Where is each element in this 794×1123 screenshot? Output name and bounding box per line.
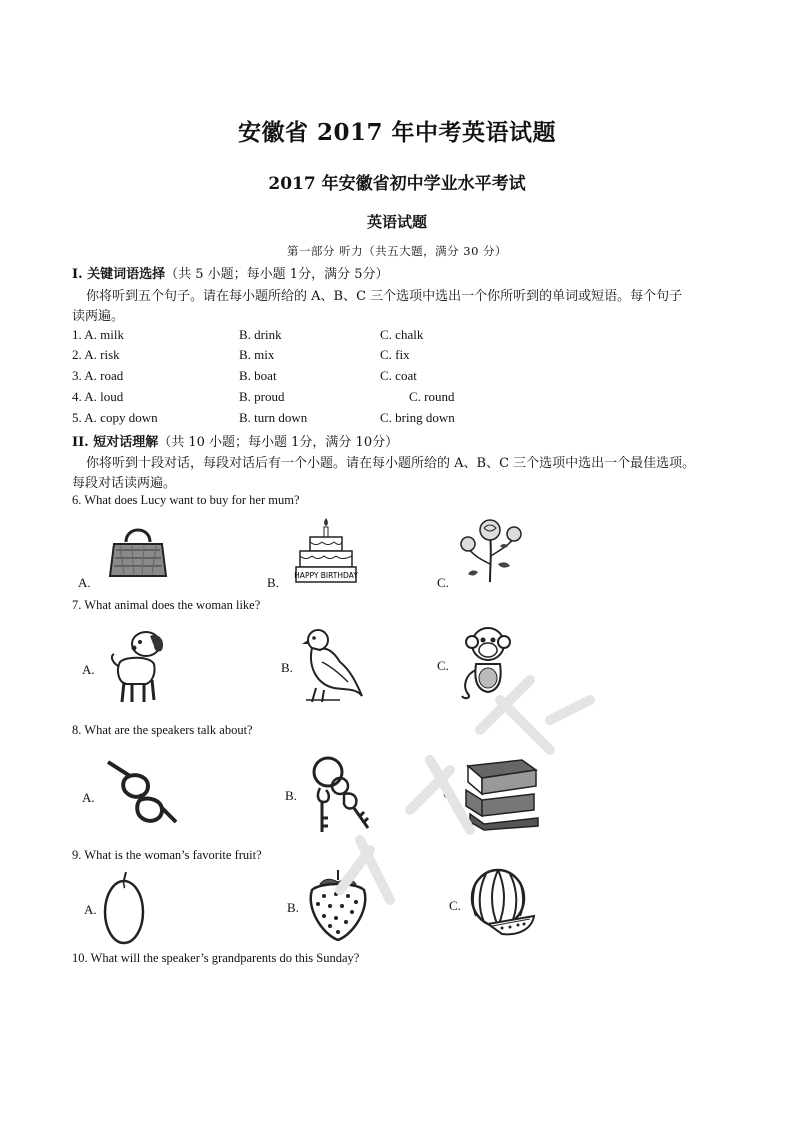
option-4b: B. proud — [239, 389, 285, 404]
section2-title: II. 短对话理解 — [72, 435, 159, 450]
q7-label-c: C. — [437, 658, 449, 673]
q8-label-b: B. — [285, 788, 297, 803]
option-5a: 5. A. copy down — [72, 410, 158, 425]
watermark-stamp — [300, 660, 630, 980]
cake-text: HAPPY BIRTHDAY — [294, 571, 358, 580]
question-10: 10. What will the speaker’s grandparents do this Sunday? — [72, 951, 360, 965]
option-3c: C. coat — [380, 368, 417, 383]
subject-title: 英语试题 — [366, 213, 427, 231]
option-4a: 4. A. loud — [72, 389, 124, 404]
option-1a: 1. A. milk — [72, 327, 125, 342]
section2-heading — [72, 431, 398, 450]
option-1b: B. drink — [239, 327, 282, 342]
option-5c: C. bring down — [380, 410, 455, 425]
option-2b: B. mix — [239, 347, 275, 362]
section2-instruction-line1: 你将听到十段对话，每段对话后有一个小题。请在每小题所给的 A、B、C 三个选项中选出一个最佳选项。 — [86, 456, 696, 471]
question-7: 7. What animal does the woman like? — [72, 598, 261, 612]
question-9: 9. What is the woman’s favorite fruit? — [72, 848, 262, 862]
section1-instruction-line2: 读两遍。 — [72, 309, 125, 324]
option-2c: C. fix — [380, 347, 410, 362]
section1-instruction-line1: 你将听到五个句子。请在每小题所给的 A、B、C 三个选项中选出一个你所听到的单词或短语。每个句子 — [86, 289, 683, 304]
q6-label-b: B. — [267, 575, 279, 590]
option-3a: 3. A. road — [72, 368, 124, 383]
handbag-icon — [106, 522, 170, 580]
exam-subtitle: 2017 年安徽省初中学业水平考试 — [268, 174, 526, 194]
q7-label-b: B. — [281, 660, 293, 675]
page-title: 安徽省 2017 年中考英语试题 — [237, 119, 557, 146]
dog-icon — [106, 626, 168, 706]
question-8: 8. What are the speakers talk about? — [72, 723, 253, 737]
q6-label-c: C. — [437, 575, 449, 590]
option-5b: B. turn down — [239, 410, 308, 425]
q9-label-a: A. — [84, 902, 97, 917]
q7-label-a: A. — [82, 662, 95, 677]
option-1c: C. chalk — [380, 327, 424, 342]
glasses-icon — [104, 756, 178, 830]
section2-meta: （共 10 小题；每小题 1分，满分 10分） — [158, 435, 399, 450]
plum-icon — [102, 870, 146, 946]
rose-icon — [460, 516, 522, 584]
part-heading: 第一部分 听力（共五大题，满分 30 分） — [286, 244, 508, 258]
q8-label-c: C. — [443, 786, 455, 801]
q9-label-b: B. — [287, 900, 299, 915]
q6-label-a: A. — [78, 575, 91, 590]
section1-title: I. 关键词语选择 — [72, 267, 166, 282]
option-4c: C. round — [409, 389, 455, 404]
option-3b: B. boat — [239, 368, 277, 383]
section1-heading — [72, 263, 388, 282]
question-6: 6. What does Lucy want to buy for her mum? — [72, 493, 300, 507]
q9-label-c: C. — [449, 898, 461, 913]
section1-meta: （共 5 小题；每小题 1分，满分 5分） — [165, 267, 389, 282]
section2-instruction-line2: 每段对话读两遍。 — [72, 476, 177, 491]
q8-label-a: A. — [82, 790, 95, 805]
option-2a: 2. A. risk — [72, 347, 120, 362]
birthday-cake-icon — [294, 516, 358, 584]
